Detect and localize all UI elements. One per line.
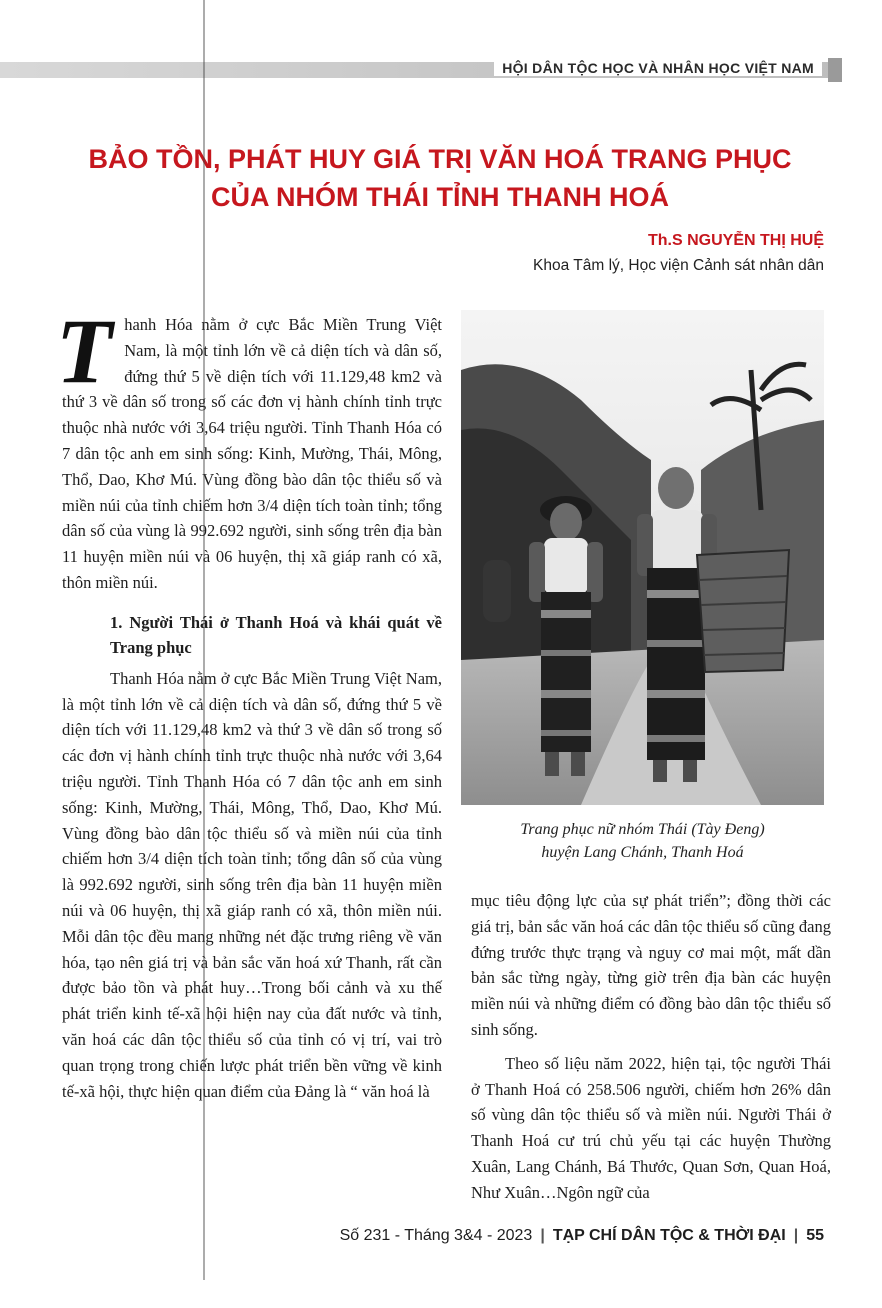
body-paragraph-2: Thanh Hóa nằm ở cực Bắc Miền Trung Việt Nam, là một tỉnh lớn về cả diện tích và dân số, đứng thứ 5 về diện tích với 11.129,48 km2 và thứ 3 về dân số trong số các đơn vị hành chính tỉnh trực thuộc nhà nước với 3,64 triệu người. Tỉnh Thanh Hóa có 7 dân tộc anh em sinh sống: Kinh, Mường, Thái, Mông, Thổ, Dao, Khơ Mú. Vùng đồng bào dân tộc thiểu số và miền núi của tỉnh chiếm hơn 3/4 diện tích toàn tỉnh; tổng dân số của vùng là 992.692 người, sinh sống trên địa bàn 11 huyện miền núi và 06 huyện, thị xã giáp ranh có xã, thôn miền núi. Mỗi dân tộc đều mang những nét đặc trưng riêng về văn hóa, tạo nên giá trị và bản sắc văn hoá xứ Thanh, rất cần được bảo tồn và phát huy…Trong bối cảnh và xu thế phát triển kinh tế-xã hội hiện nay của đất nước và tỉnh, văn hoá các dân tộc thiểu số của tỉnh có vị trí, vai trò quan trọng trong chiến lược phát triển bền vững về kinh tế-xã hội, thực hiện quan điểm của Đảng là “ văn hoá là [62,668,442,1101]
body-paragraph-3: Theo số liệu năm 2022, hiện tại, tộc người Thái ở Thanh Hoá có 258.506 người, chiếm hơn 26% dân số vùng dân tộc thiểu số và miền núi. Người Thái ở Thanh Hoá cư trú chủ yếu tại các huyện Thường Xuân, Lang Chánh, Bá Thước, Quan Sơn, Quan Hoá, Như Xuân…Ngôn ngữ của [471,1053,831,1202]
header-tab [828,58,842,82]
footer-separator-2: | [793,1227,799,1244]
scan-artifact-line [203,0,205,1280]
footer-separator: | [540,1227,545,1244]
page-footer [340,1227,824,1245]
title-line-1: BẢO TỒN, PHÁT HUY GIÁ TRỊ VĂN HOÁ TRANG PHỤC [88,144,792,174]
photo-illustration [461,310,824,805]
caption-line-1: Trang phục nữ nhóm Thái (Tày Đeng) [520,821,765,838]
author-affiliation: Khoa Tâm lý, Học viện Cảnh sát nhân dân [533,257,824,274]
section-heading: 1. Người Thái ở Thanh Hoá và khái quát về Trang phục [110,612,442,657]
title-line-2: CỦA NHÓM THÁI TỈNH THANH HOÁ [211,182,669,212]
author-name: Th.S NGUYỄN THỊ HUỆ [647,232,824,249]
footer-issue: Số 231 - Tháng 3&4 - 2023 [339,1227,533,1244]
caption-line-2: huyện Lang Chánh, Thanh Hoá [541,844,744,861]
intro-text: hanh Hóa nằm ở cực Bắc Miền Trung Việt Nam, là một tỉnh lớn về cả diện tích và dân số, đứng thứ 5 về diện tích với 11.129,48 km2 và thứ 3 về dân số trong số các đơn vị hành chính tỉnh trực thuộc nhà nước với 3,64 triệu người. Tỉnh Thanh Hóa có 7 dân tộc anh em sinh sống: Kinh, Mường, Thái, Mông, Thổ, Dao, Khơ Mú. Vùng đồng bào dân tộc thiểu số và miền núi của tỉnh chiếm hơn 3/4 diện tích toàn tỉnh; tổng dân số của vùng là 992.692 người, sinh sống trên địa bàn 11 huyện miền núi và 06 huyện, thị xã giáp ranh có xã, thôn miền núi. [62,315,442,592]
left-column [56,300,442,1104]
article-title [40,140,840,216]
intro-paragraph [56,300,442,596]
dropcap-letter: T [56,300,113,402]
article-photo [461,310,824,805]
body-paragraph-2-cont: mục tiêu động lực của sự phát triển”; đồng thời các giá trị, bản sắc văn hoá các dân tộc thiểu số cũng đang đứng trước thực trạng và nguy cơ mai một, mất dần bản sắc từng ngày, từng giờ trên địa bàn các huyện miền núi và những điểm có đồng bào dân tộc thiểu số sinh sống. [471,891,831,1039]
photo-caption [461,818,824,864]
footer-journal: TẠP CHÍ DÂN TỘC & THỜI ĐẠI [552,1227,786,1244]
page-number: 55 [806,1227,824,1244]
header-label: HỘI DÂN TỘC HỌC VÀ NHÂN HỌC VIỆT NAM [494,60,822,76]
right-column [471,888,831,1206]
